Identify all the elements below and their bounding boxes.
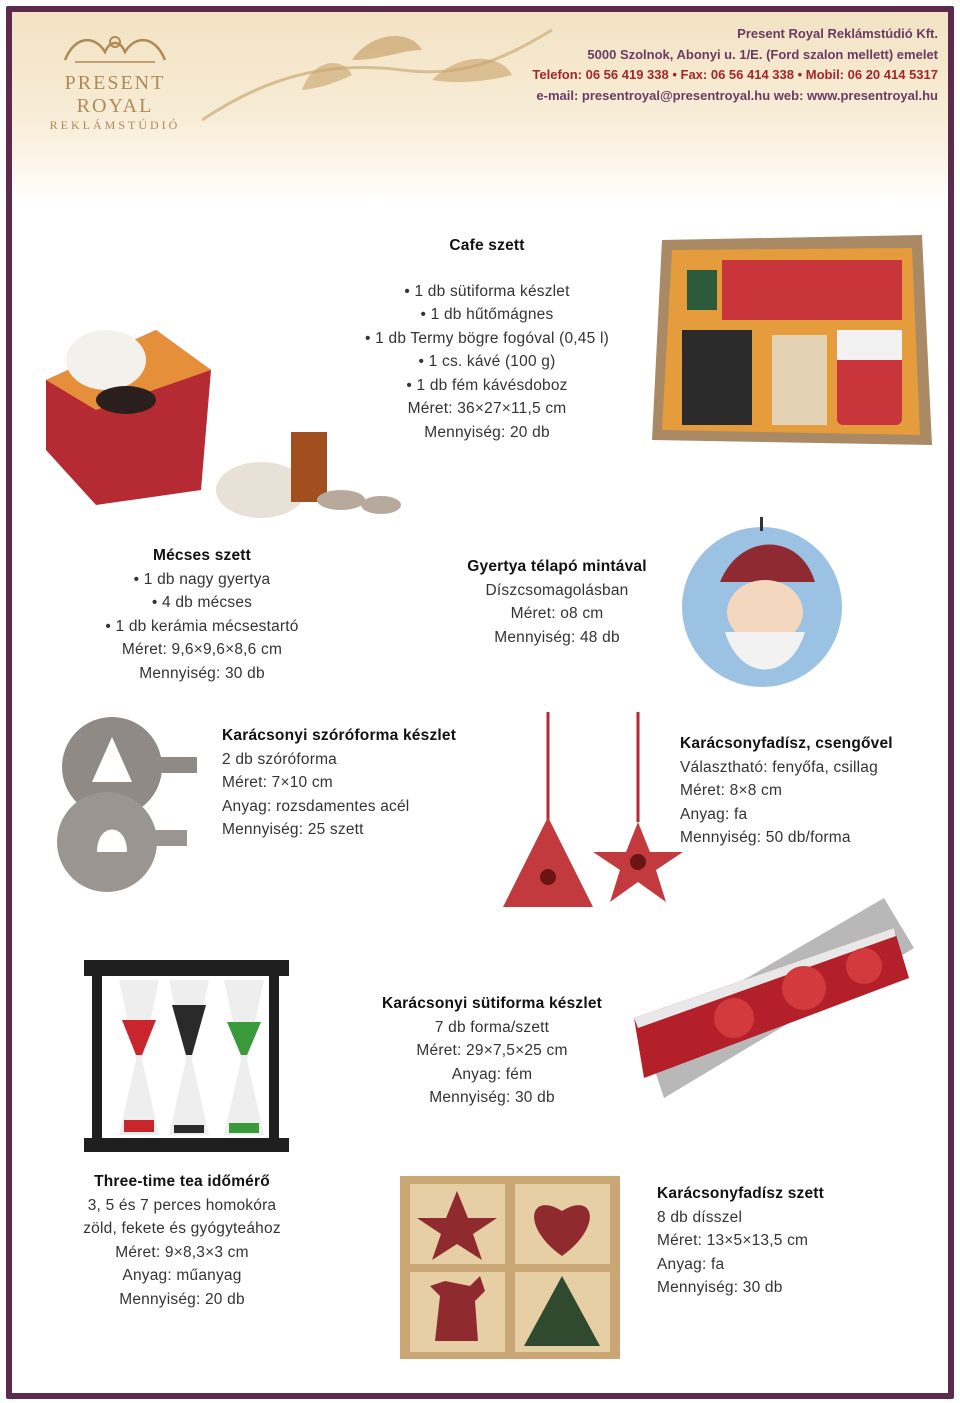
company-logo (30, 30, 200, 132)
product-line: Anyag: fém (451, 1065, 533, 1083)
cookie-cutter-tin-image (624, 888, 924, 1108)
page-frame (6, 6, 954, 1399)
product-title: Cafe szett (449, 237, 525, 254)
company-name: Present Royal Reklámstúdió Kft. (737, 26, 938, 41)
product-line: Mennyiség: 20 db (119, 1290, 245, 1308)
product-line: 8 db dísszel (657, 1208, 743, 1226)
product-line: • 1 db sütiforma készlet (404, 282, 570, 300)
product-mecses-szett (72, 544, 332, 685)
product-line: • 1 db fém kávésdoboz (406, 376, 568, 394)
product-line: 2 db szóróforma (222, 750, 337, 768)
product-line: Választható: fenyőfa, csillag (680, 758, 878, 776)
product-line: Anyag: fa (680, 805, 748, 823)
product-title: Karácsonyi sütiforma készlet (381, 995, 603, 1012)
product-line: • 1 db kerámia mécsestartó (105, 617, 299, 635)
logo-subtitle: REKLÁMSTÚDIÓ (49, 118, 181, 132)
product-diszszett (657, 1182, 927, 1300)
product-csengo-disz (680, 732, 940, 850)
product-line: Mennyiség: 30 db (657, 1279, 783, 1296)
product-line: Méret: 9×8,3×3 cm (115, 1243, 249, 1261)
product-line: • 1 db nagy gyertya (133, 570, 271, 588)
product-line: • 1 db hűtőmágnes (420, 306, 554, 323)
product-line: Mennyiség: 48 db (494, 628, 620, 646)
product-line: Méret: 8×8 cm (680, 782, 783, 799)
product-line: • 4 db mécses (151, 594, 253, 611)
product-line: Méret: 9,6×9,6×8,6 cm (121, 641, 283, 658)
product-line: 3, 5 és 7 perces homokóra (87, 1196, 277, 1214)
product-title: Karácsonyfadísz szett (657, 1185, 825, 1202)
product-line: 7 db forma/szett (434, 1018, 550, 1036)
crown-ornament-icon (55, 30, 175, 70)
product-title: Gyertya télapó mintával (467, 558, 647, 575)
product-szoroforma (222, 724, 492, 842)
hourglass-timer-image (84, 960, 294, 1155)
product-line: zöld, fekete és gyógyteához (83, 1220, 281, 1237)
product-line: • 1 db Termy bögre fogóval (0,45 l) (365, 329, 609, 347)
cafe-gift-box-image (632, 230, 944, 470)
candle-set-image (36, 300, 401, 525)
web-contact: e-mail: presentroyal@presentroyal.hu web: www.presentroyal.hu (536, 87, 938, 103)
product-line: Méret: 29×7,5×25 cm (416, 1042, 568, 1059)
product-line: Méret: 7×10 cm (222, 774, 333, 791)
stencil-set-image (52, 712, 212, 902)
contact-info (532, 24, 938, 106)
product-line: Mennyiség: 25 szett (222, 821, 364, 838)
product-line: Méret: o8 cm (510, 605, 604, 622)
floral-decoration-icon (202, 20, 562, 160)
product-title: Mécses szett (152, 547, 252, 564)
product-line: Méret: 36×27×11,5 cm (407, 400, 567, 417)
product-sutiforma (372, 992, 612, 1110)
product-line: Anyag: műanyag (122, 1267, 242, 1284)
product-line: Méret: 13×5×13,5 cm (657, 1232, 809, 1249)
product-homokora (62, 1170, 302, 1311)
product-gyertya (432, 555, 682, 649)
product-title: Karácsonyfadísz, csengővel (680, 735, 893, 752)
product-line: Mennyiség: 30 db (139, 664, 265, 682)
product-line: Mennyiség: 20 db (424, 423, 550, 441)
product-title: Three-time tea időmérő (94, 1173, 270, 1190)
product-line: Mennyiség: 50 db/forma (680, 829, 851, 846)
product-line: • 1 cs. kávé (100 g) (418, 353, 556, 370)
company-address: 5000 Szolnok, Abonyi u. 1/E. (Ford szalon mellett) emelet (587, 46, 938, 62)
letterhead (12, 12, 948, 202)
product-title: Karácsonyi szóróforma készlet (222, 727, 457, 744)
product-line: Anyag: rozsdamentes acél (222, 797, 410, 815)
ornament-set-box-image (400, 1176, 622, 1361)
product-line: Díszcsomagolásban (485, 581, 629, 599)
product-line: Mennyiség: 30 db (429, 1089, 555, 1106)
phone-numbers: Telefon: 06 56 419 338 • Fax: 06 56 414 338 • Mobil: 06 20 414 5317 (532, 67, 938, 82)
product-line: Anyag: fa (657, 1255, 725, 1273)
logo-title: PRESENT ROYAL (64, 72, 166, 117)
santa-candle-image (680, 512, 850, 692)
